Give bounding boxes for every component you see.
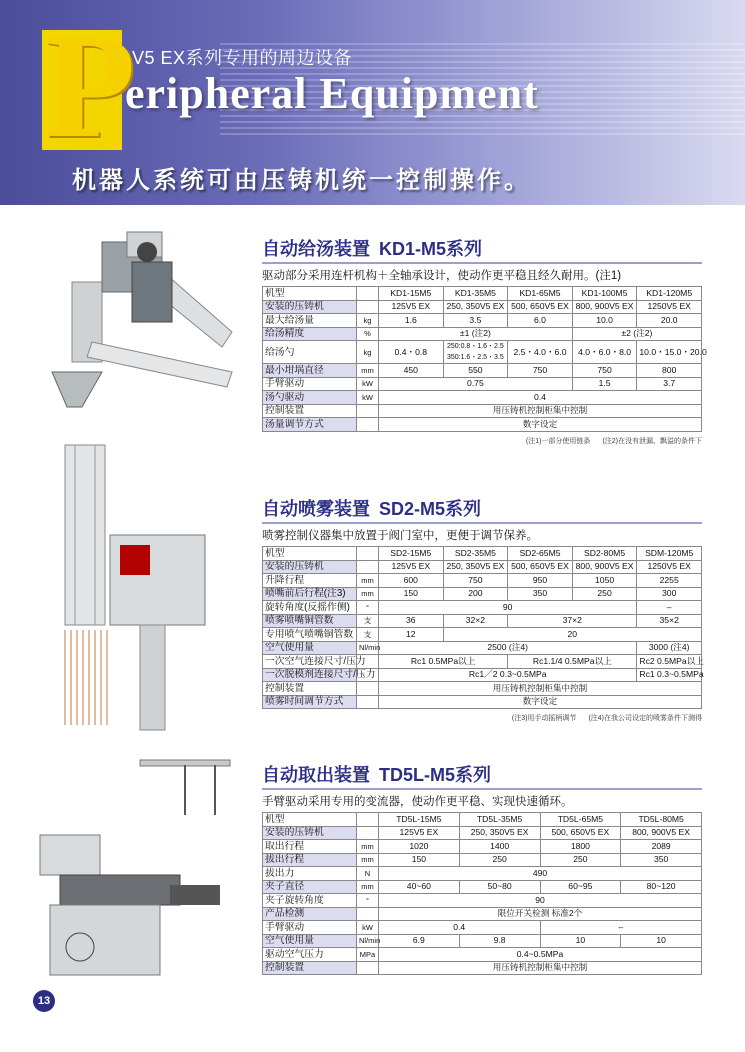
table-row (263, 364, 702, 378)
table-row (263, 547, 702, 561)
table-cell: 0.4・0.8 (379, 341, 444, 364)
table-cell: 450 (379, 364, 444, 378)
table-cell: 1400 (459, 840, 540, 854)
row-unit (357, 547, 379, 561)
table-cell: 250:0.8・1.6・2.5 350:1.6・2.5・3.5 (443, 341, 508, 364)
table-row (263, 377, 702, 391)
table-row (263, 404, 702, 418)
table-row (263, 418, 702, 432)
table-row (263, 867, 702, 881)
row-unit: ° (357, 894, 379, 908)
table-cell: 750 (572, 364, 637, 378)
row-unit (357, 961, 379, 975)
table-cell: ±1 (注2) (379, 327, 573, 341)
row-unit (357, 813, 379, 827)
table-row (263, 934, 702, 948)
header-subtitle: V5 EX系列专用的周边设备 (132, 48, 353, 68)
row-label: 升降行程 (263, 574, 357, 588)
table-cell: 用压铸机控制柜集中控制 (379, 961, 702, 975)
row-label: 控制装置 (263, 682, 357, 696)
table-cell: 2255 (637, 574, 702, 588)
table-cell: 3.7 (637, 377, 702, 391)
table-cell: 0.4 (379, 391, 702, 405)
row-unit: kg (357, 341, 379, 364)
table-cell: 10 (621, 934, 702, 948)
row-label: 一次脱模剂连接尺寸/压力 (263, 668, 357, 682)
table-row (263, 587, 702, 601)
sd2-notes: (注3)用手动摇柄调节 (注4)在我公司设定的喷雾条件下测得 (511, 715, 702, 722)
table-cell: KD1-100M5 (572, 287, 637, 301)
table-cell: 10 (540, 934, 621, 948)
divider (262, 262, 702, 264)
kd1-description: 驱动部分采用连杆机构＋全轴承设计，使动作更平稳且经久耐用。(注1) (262, 270, 622, 282)
table-row (263, 813, 702, 827)
table-cell: 10.0 (572, 314, 637, 328)
divider (262, 522, 702, 524)
table-cell: 125V5 EX (379, 560, 444, 574)
table-row (263, 574, 702, 588)
table-cell: 250 (572, 587, 637, 601)
td5l-section (262, 764, 702, 975)
row-unit: Nl/min (357, 641, 379, 655)
table-row (263, 641, 702, 655)
table-cell: 2.5・4.0・6.0 (508, 341, 573, 364)
table-cell: 800, 900V5 EX (621, 826, 702, 840)
row-label: 拔出力 (263, 867, 357, 881)
row-label: 夹子旋转角度 (263, 894, 357, 908)
table-cell: 36 (379, 614, 444, 628)
table-cell: Rc1／2 0.3~0.5MPa (379, 668, 637, 682)
table-cell: SD2-80M5 (572, 547, 637, 561)
table-cell: 2089 (621, 840, 702, 854)
row-label: 机型 (263, 287, 357, 301)
table-cell: 40~60 (379, 880, 460, 894)
row-label: 喷雾喷嘴铜管数 (263, 614, 357, 628)
table-cell: SD2-35M5 (443, 547, 508, 561)
row-unit: kg (357, 314, 379, 328)
table-cell: 1.5 (572, 377, 637, 391)
row-label: 汤勺驱动 (263, 391, 357, 405)
table-cell: 250, 350V5 EX (443, 300, 508, 314)
sd2-spec-table (262, 546, 702, 709)
row-unit (357, 418, 379, 432)
row-label: 手臂驱动 (263, 921, 357, 935)
row-label: 拔出行程 (263, 853, 357, 867)
table-cell: 数字设定 (379, 695, 702, 709)
row-label: 最大给汤量 (263, 314, 357, 328)
table-cell: 950 (508, 574, 573, 588)
table-cell: SD2-65M5 (508, 547, 573, 561)
td5l-spec-table (262, 812, 702, 975)
row-label: 手臂驱动 (263, 377, 357, 391)
row-unit: % (357, 327, 379, 341)
table-cell: 0.75 (379, 377, 573, 391)
table-cell: 550 (443, 364, 508, 378)
row-unit: ° (357, 601, 379, 615)
table-cell: 750 (508, 364, 573, 378)
sd2-section (262, 498, 702, 723)
big-letter-p: P (44, 3, 136, 169)
table-cell: 1050 (572, 574, 637, 588)
table-cell: 1250V5 EX (637, 560, 702, 574)
row-unit: kW (357, 377, 379, 391)
table-cell: 800, 900V5 EX (572, 560, 637, 574)
table-row (263, 287, 702, 301)
table-row (263, 921, 702, 935)
table-row (263, 961, 702, 975)
row-label: 喷雾时间调节方式 (263, 695, 357, 709)
table-cell: 250, 350V5 EX (443, 560, 508, 574)
table-cell: 1020 (379, 840, 460, 854)
table-cell: Rc1.1/4 0.5MPa以上 (508, 655, 637, 669)
table-cell: 2500 (注4) (379, 641, 637, 655)
table-cell: 80~120 (621, 880, 702, 894)
row-label: 取出行程 (263, 840, 357, 854)
table-cell: 500, 650V5 EX (508, 300, 573, 314)
sd2-description: 喷雾控制仪器集中放置于阀门室中，更便于调节保养。 (262, 530, 538, 542)
row-label: 给汤精度 (263, 327, 357, 341)
table-cell: 200 (443, 587, 508, 601)
row-unit: mm (357, 880, 379, 894)
table-cell: 37×2 (508, 614, 637, 628)
sd2-title: 自动喷雾装置 SD2-M5系列 (262, 499, 482, 519)
table-cell: ±2 (注2) (572, 327, 701, 341)
table-cell: TD5L-35M5 (459, 813, 540, 827)
table-cell: 750 (443, 574, 508, 588)
table-row (263, 880, 702, 894)
row-label: 一次空气连接尺寸/压力 (263, 655, 357, 669)
row-unit: mm (357, 840, 379, 854)
table-row (263, 601, 702, 615)
td5l-product-photo (20, 735, 245, 990)
table-row (263, 682, 702, 696)
table-cell: 9.8 (459, 934, 540, 948)
table-cell: KD1-15M5 (379, 287, 444, 301)
table-cell: 10.0・15.0・20.0 (637, 341, 702, 364)
table-cell: 12 (379, 628, 444, 642)
table-cell: 250 (459, 853, 540, 867)
table-row (263, 948, 702, 962)
table-cell: Rc1 0.5MPa以上 (379, 655, 508, 669)
table-cell: 800 (637, 364, 702, 378)
table-cell: 250 (540, 853, 621, 867)
table-row (263, 668, 702, 682)
row-unit: mm (357, 574, 379, 588)
table-cell: 0.4 (379, 921, 541, 935)
sd2-product-photo (55, 435, 215, 735)
row-label: 驱动空气压力 (263, 948, 357, 962)
table-cell: 3.5 (443, 314, 508, 328)
table-cell: 350 (508, 587, 573, 601)
table-cell: KD1-65M5 (508, 287, 573, 301)
table-row (263, 314, 702, 328)
kd1-product-photo (32, 222, 252, 422)
table-cell: 300 (637, 587, 702, 601)
table-cell: 600 (379, 574, 444, 588)
table-cell: 500, 650V5 EX (540, 826, 621, 840)
row-unit (357, 695, 379, 709)
table-row (263, 826, 702, 840)
table-cell: 0.4~0.5MPa (379, 948, 702, 962)
table-cell: 490 (379, 867, 702, 881)
table-cell: 4.0・6.0・8.0 (572, 341, 637, 364)
row-label: 旋转角度(反摇作侧) (263, 601, 357, 615)
kd1-spec-table (262, 286, 707, 432)
kd1-title: 自动给汤装置 KD1-M5系列 (262, 239, 483, 259)
table-row (263, 840, 702, 854)
row-label: 控制装置 (263, 961, 357, 975)
divider (262, 788, 702, 790)
table-cell: Rc2 0.5MPa以上 (637, 655, 702, 669)
page-number: 13 (33, 990, 55, 1012)
row-unit: mm (357, 364, 379, 378)
table-cell: 50~80 (459, 880, 540, 894)
table-row (263, 327, 702, 341)
row-unit: mm (357, 587, 379, 601)
row-label: 机型 (263, 547, 357, 561)
table-cell: 800, 900V5 EX (572, 300, 637, 314)
table-cell: 20.0 (637, 314, 702, 328)
row-label: 空气使用量 (263, 641, 357, 655)
table-cell: 125V5 EX (379, 826, 460, 840)
table-cell: 150 (379, 587, 444, 601)
row-unit (357, 560, 379, 574)
td5l-description: 手臂驱动采用专用的变流器，使动作更平稳、实现快速循环。 (262, 796, 573, 808)
table-cell: SD2-15M5 (379, 547, 444, 561)
table-cell: KD1-35M5 (443, 287, 508, 301)
row-unit: 支 (357, 614, 379, 628)
table-cell: TD5L-15M5 (379, 813, 460, 827)
table-cell: 用压铸机控制柜集中控制 (379, 682, 702, 696)
row-label: 给汤勺 (263, 341, 357, 364)
table-row (263, 614, 702, 628)
table-row (263, 300, 702, 314)
table-cell: 60~95 (540, 880, 621, 894)
row-label: 机型 (263, 813, 357, 827)
table-cell: KD1-120M5 (637, 287, 702, 301)
row-unit (357, 287, 379, 301)
table-cell: 125V5 EX (379, 300, 444, 314)
table-cell: 250, 350V5 EX (459, 826, 540, 840)
row-label: 安装的压铸机 (263, 560, 357, 574)
table-cell: 1.6 (379, 314, 444, 328)
row-label: 产品检测 (263, 907, 357, 921)
td5l-title: 自动取出装置 TD5L-M5系列 (262, 765, 492, 785)
row-label: 安装的压铸机 (263, 300, 357, 314)
table-row (263, 341, 702, 364)
row-unit: mm (357, 853, 379, 867)
row-label: 喷嘴前后行程(注3) (263, 587, 357, 601)
table-cell: 1250V5 EX (637, 300, 702, 314)
row-unit: MPa (357, 948, 379, 962)
table-cell: 6.0 (508, 314, 573, 328)
row-label: 夹子直径 (263, 880, 357, 894)
table-row (263, 853, 702, 867)
row-unit: N (357, 867, 379, 881)
header-tagline: 机器人系统可由压铸机统一控制操作。 (72, 167, 531, 194)
row-unit (357, 907, 379, 921)
table-row (263, 560, 702, 574)
row-label: 专用喷气喷嘴铜管数 (263, 628, 357, 642)
row-unit (357, 826, 379, 840)
header-title: eripheral Equipment (125, 69, 539, 118)
table-row (263, 391, 702, 405)
table-cell: 20 (443, 628, 701, 642)
table-cell: – (540, 921, 702, 935)
header-banner (0, 0, 745, 205)
table-cell: TD5L-65M5 (540, 813, 621, 827)
table-cell: – (637, 601, 702, 615)
table-cell: 500, 650V5 EX (508, 560, 573, 574)
row-unit (357, 404, 379, 418)
row-label: 空气使用量 (263, 934, 357, 948)
row-unit (357, 300, 379, 314)
row-unit: Nl/min (357, 934, 379, 948)
table-cell: 6.9 (379, 934, 460, 948)
table-row (263, 695, 702, 709)
row-label: 安装的压铸机 (263, 826, 357, 840)
table-cell: 150 (379, 853, 460, 867)
row-unit: kW (357, 921, 379, 935)
table-row (263, 628, 702, 642)
table-cell: 90 (379, 601, 637, 615)
table-cell: 90 (379, 894, 702, 908)
row-unit: kW (357, 391, 379, 405)
table-cell: 3000 (注4) (637, 641, 702, 655)
row-label: 最小坩埚直径 (263, 364, 357, 378)
row-label: 控制装置 (263, 404, 357, 418)
row-label: 汤量调节方式 (263, 418, 357, 432)
kd1-section (262, 238, 707, 446)
table-cell: 32×2 (443, 614, 508, 628)
table-cell: 用压铸机控制柜集中控制 (379, 404, 702, 418)
table-cell: 350 (621, 853, 702, 867)
table-cell: 限位开关检测 标准2个 (379, 907, 702, 921)
row-unit: 支 (357, 628, 379, 642)
table-cell: TD5L-80M5 (621, 813, 702, 827)
table-cell: SDM-120M5 (637, 547, 702, 561)
table-cell: 数字设定 (379, 418, 702, 432)
table-cell: 1800 (540, 840, 621, 854)
table-cell: Rc1 0.3~0.5MPa (637, 668, 702, 682)
table-row (263, 655, 702, 669)
kd1-notes: (注1)一部分使用链条 (注2)在没有泄漏、飘溢的条件下 (525, 437, 702, 445)
row-unit (357, 682, 379, 696)
table-row (263, 907, 702, 921)
table-row (263, 894, 702, 908)
table-cell: 35×2 (637, 614, 702, 628)
